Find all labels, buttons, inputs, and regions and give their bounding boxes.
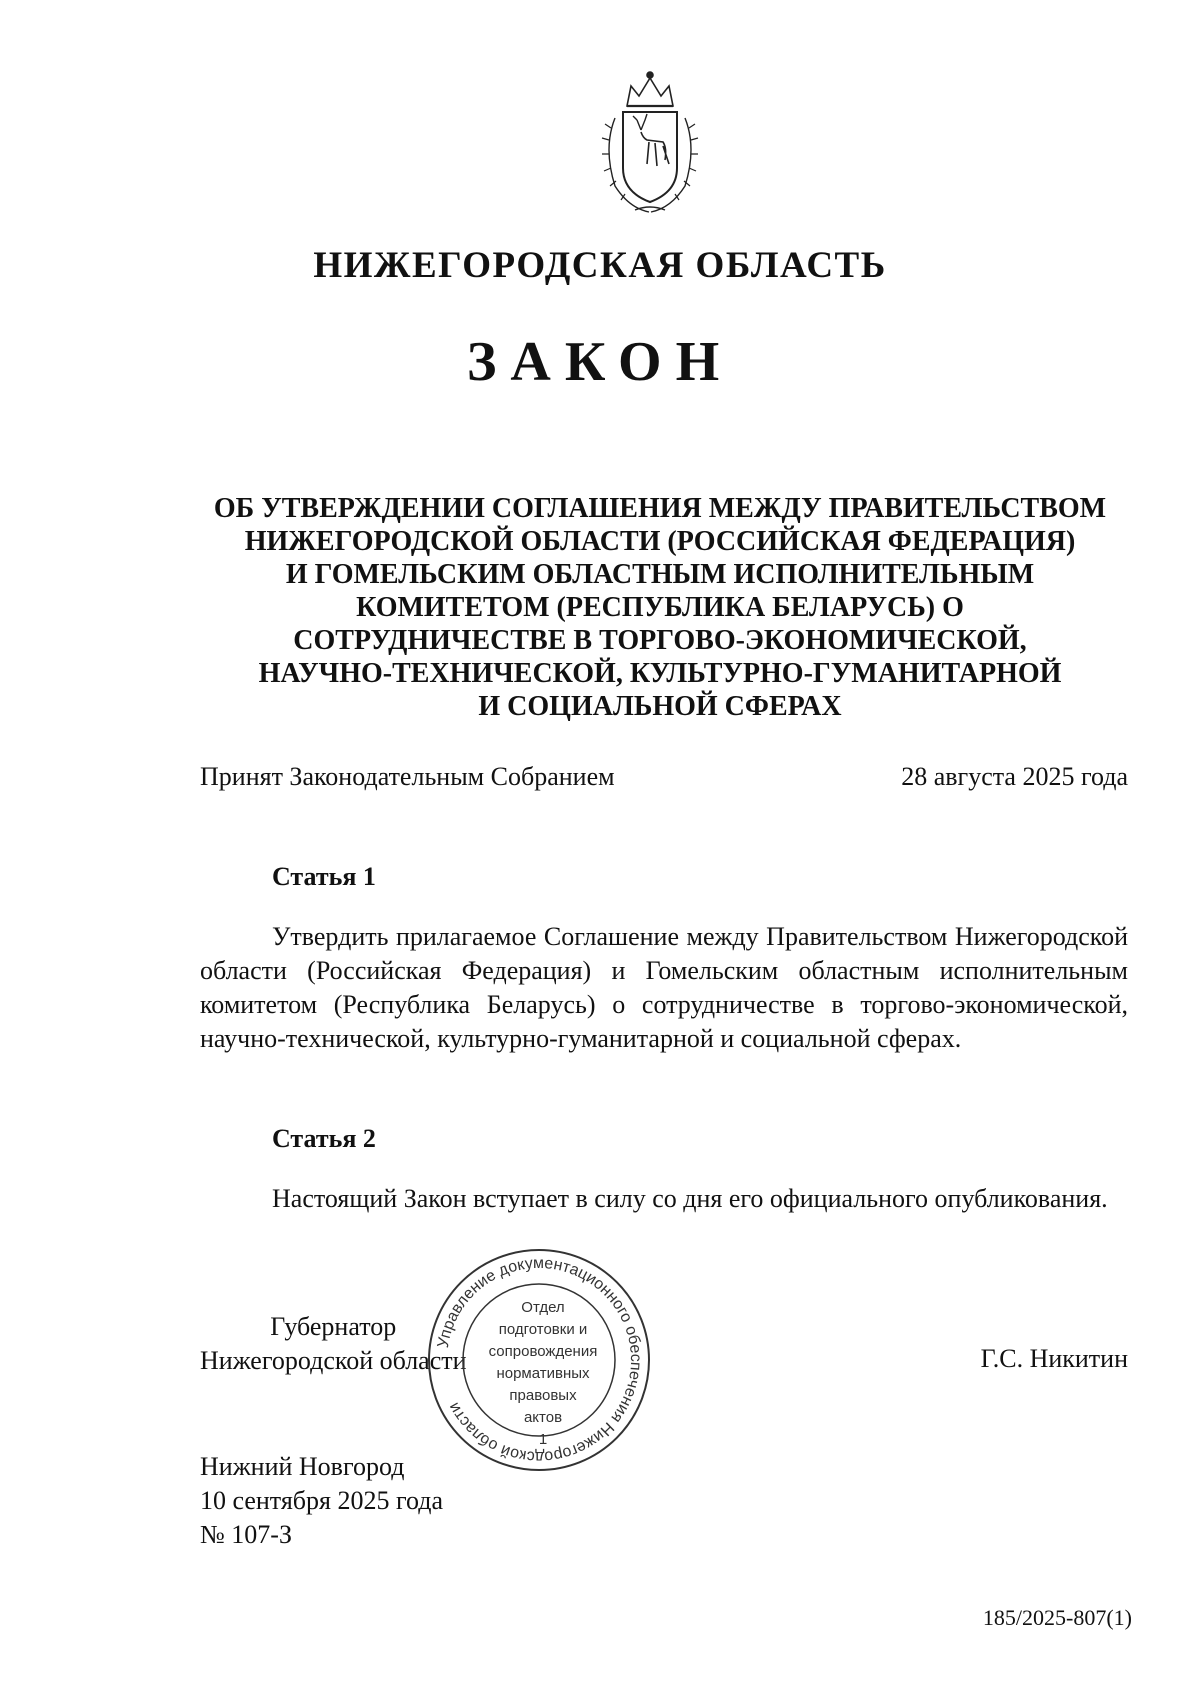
- seal-line: сопровождения: [488, 1343, 598, 1360]
- seal-line: 1: [538, 1431, 548, 1448]
- article-2-heading: Статья 2: [272, 1124, 376, 1153]
- adoption-line: [200, 762, 1128, 792]
- seal-line: нормативных: [496, 1365, 590, 1382]
- seal-inner-text: [478, 1297, 608, 1451]
- law-title-line: И СОЦИАЛЬНОЙ СФЕРАХ: [478, 691, 842, 722]
- registration-number: 185/2025-807(1): [982, 1605, 1132, 1630]
- seal-line: Отдел: [521, 1299, 565, 1316]
- article-1-heading: Статья 1: [272, 862, 376, 891]
- article-1-text: Утвердить прилагаемое Соглашение между Правительством Нижегородской области (Российская Федерация) и Гомельским областным исполнительным комитетом (Республика Беларусь) о сотрудничестве в торгово-экономической, научно-технической, культурно-гуманитарной и социальной сферах.: [200, 922, 1128, 1053]
- law-number: № 107-З: [200, 1520, 292, 1549]
- region-title: НИЖЕГОРОДСКАЯ ОБЛАСТЬ: [313, 245, 887, 286]
- adopted-date: 28 августа 2025 года: [901, 762, 1128, 791]
- signatory-position-line2: Нижегородской области: [200, 1346, 467, 1375]
- coat-of-arms-icon: [585, 68, 715, 218]
- seal-line: актов: [523, 1409, 563, 1426]
- law-title-line: СОТРУДНИЧЕСТВЕ В ТОРГОВО-ЭКОНОМИЧЕСКОЙ,: [293, 625, 1027, 656]
- law-title-line: КОМИТЕТОМ (РЕСПУБЛИКА БЕЛАРУСЬ) О: [356, 592, 964, 623]
- place-city: Нижний Новгород: [200, 1452, 405, 1481]
- law-title-line: И ГОМЕЛЬСКИМ ОБЛАСТНЫМ ИСПОЛНИТЕЛЬНЫМ: [285, 559, 1035, 590]
- adopted-label: Принят Законодательным Собранием: [200, 762, 615, 791]
- signatory-position-line1: Губернатор: [270, 1312, 397, 1341]
- article-2-text: Настоящий Закон вступает в силу со дня его официального опубликования.: [272, 1184, 1108, 1213]
- law-title-line: НИЖЕГОРОДСКОЙ ОБЛАСТИ (РОССИЙСКАЯ ФЕДЕРАЦИЯ): [244, 526, 1076, 557]
- seal-line: правовых: [509, 1387, 577, 1404]
- signing-date: 10 сентября 2025 года: [200, 1486, 444, 1515]
- law-title: [180, 492, 1140, 723]
- law-title-line: ОБ УТВЕРЖДЕНИИ СОГЛАШЕНИЯ МЕЖДУ ПРАВИТЕЛЬСТВОМ: [213, 493, 1107, 524]
- signatory-name: Г.С. Никитин: [980, 1344, 1128, 1373]
- law-title-line: НАУЧНО-ТЕХНИЧЕСКОЙ, КУЛЬТУРНО-ГУМАНИТАРНОЙ: [258, 658, 1062, 689]
- place-and-date: [200, 1450, 443, 1552]
- seal-line: подготовки и: [498, 1321, 588, 1338]
- seal-ring-text: Управление документационного обеспечения Нижегородской области: [434, 1254, 645, 1466]
- document-type: ЗАКОН: [466, 331, 734, 393]
